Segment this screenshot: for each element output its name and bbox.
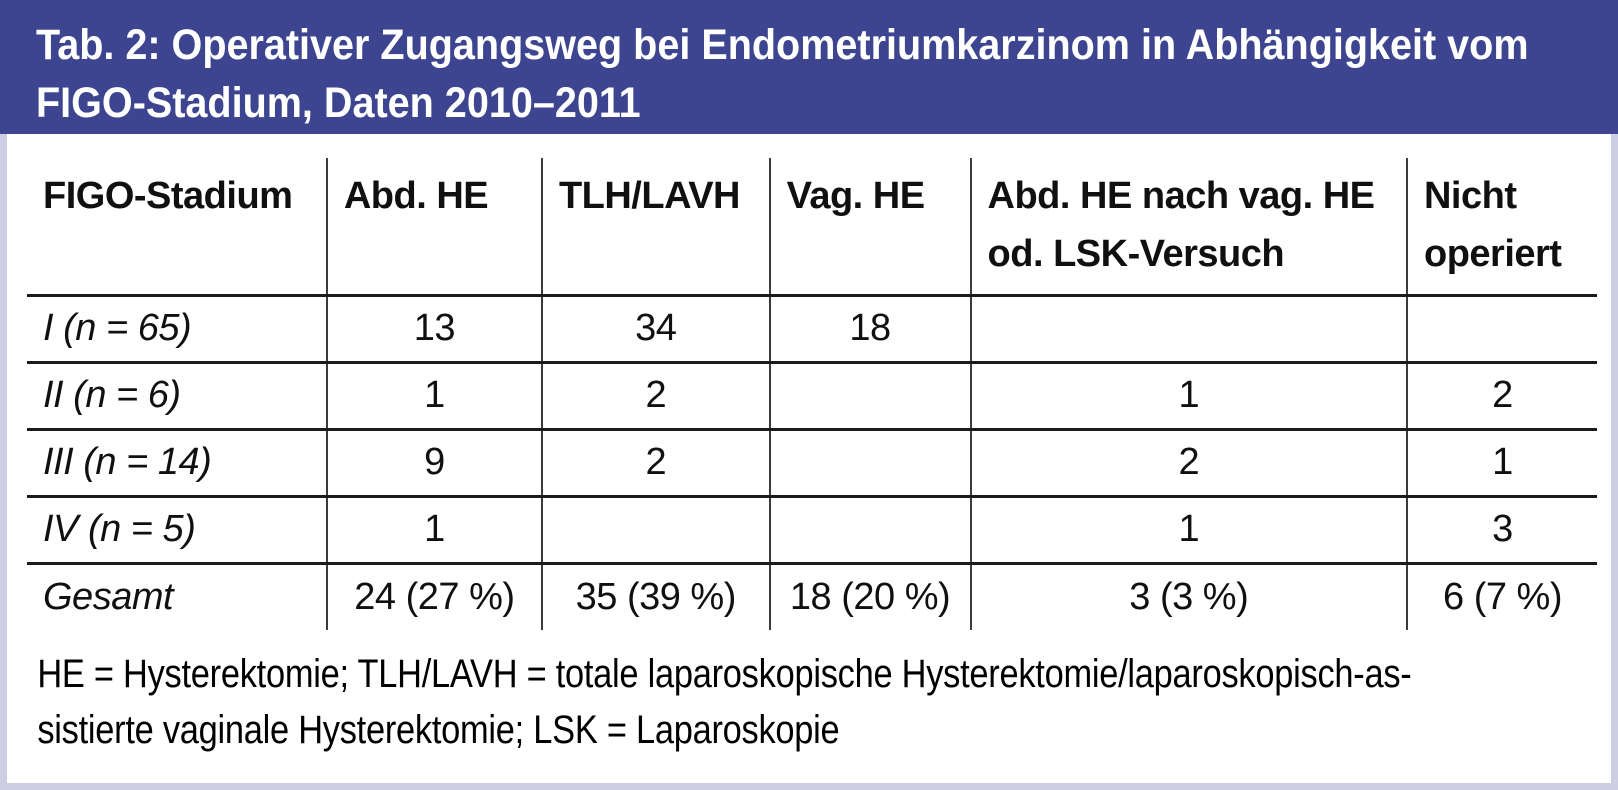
cell-value [770, 429, 971, 496]
cell-value [770, 362, 971, 429]
table-title-line-2: FIGO-Stadium, Daten 2010–2011 [36, 78, 641, 127]
cell-value: 35 (39 %) [542, 563, 770, 630]
row-label: III (n = 14) [43, 441, 212, 483]
table-title [36, 17, 1529, 132]
cell-value: 1 [971, 496, 1407, 563]
cell-value: 2 [1407, 362, 1597, 429]
table-header-row [27, 158, 1597, 295]
table-row [27, 295, 1597, 362]
footnote-line-1: HE = Hysterektomie; TLH/LAVH = totale laparoskopische Hysterektomie/laparoskopisch-as- [37, 652, 1412, 696]
cell-value: 1 [1407, 429, 1597, 496]
table-row [27, 496, 1597, 563]
cell-value: 3 [1407, 496, 1597, 563]
cell-value [542, 496, 770, 563]
table-footnote [27, 646, 1412, 758]
table-body [0, 134, 1618, 790]
cell-value: 2 [971, 429, 1407, 496]
cell-value [770, 496, 971, 563]
row-label: Gesamt [43, 575, 174, 618]
cell-value: 6 (7 %) [1407, 563, 1597, 630]
column-header-3: TLH/LAVH [542, 158, 770, 295]
cell-value: 24 (27 %) [327, 563, 542, 630]
cell-value: 3 (3 %) [971, 563, 1407, 630]
column-header-5: Abd. HE nach vag. HE od. LSK-Versuch [971, 158, 1407, 295]
cell-value [1407, 295, 1597, 362]
cell-value: 18 (20 %) [770, 563, 971, 630]
cell-value [971, 295, 1407, 362]
column-header-6: Nicht operiert [1407, 158, 1597, 295]
cell-value: 1 [971, 362, 1407, 429]
row-label: I (n = 65) [43, 307, 192, 349]
footnote-line-2: sistierte vaginale Hysterektomie; LSK = Laparoskopie [37, 708, 840, 752]
cell-value: 2 [542, 429, 770, 496]
cell-value: 18 [770, 295, 971, 362]
column-header-4: Vag. HE [770, 158, 971, 295]
cell-value: 2 [542, 362, 770, 429]
table-row [27, 362, 1597, 429]
cell-value: 1 [327, 362, 542, 429]
column-header-1: FIGO-Stadium [43, 175, 293, 217]
table-title-band [0, 0, 1618, 134]
row-label: IV (n = 5) [43, 508, 196, 550]
table-row [27, 563, 1597, 630]
cell-value: 34 [542, 295, 770, 362]
table-title-line-1: Tab. 2: Operativer Zugangsweg bei Endometriumkarzinom in Abhängigkeit vom [36, 21, 1529, 69]
cell-value: 1 [327, 496, 542, 563]
table-row [27, 429, 1597, 496]
cell-value: 9 [327, 429, 542, 496]
row-label: II (n = 6) [43, 374, 181, 416]
cell-value: 13 [327, 295, 542, 362]
data-table [27, 158, 1597, 630]
column-header-2: Abd. HE [327, 158, 542, 295]
